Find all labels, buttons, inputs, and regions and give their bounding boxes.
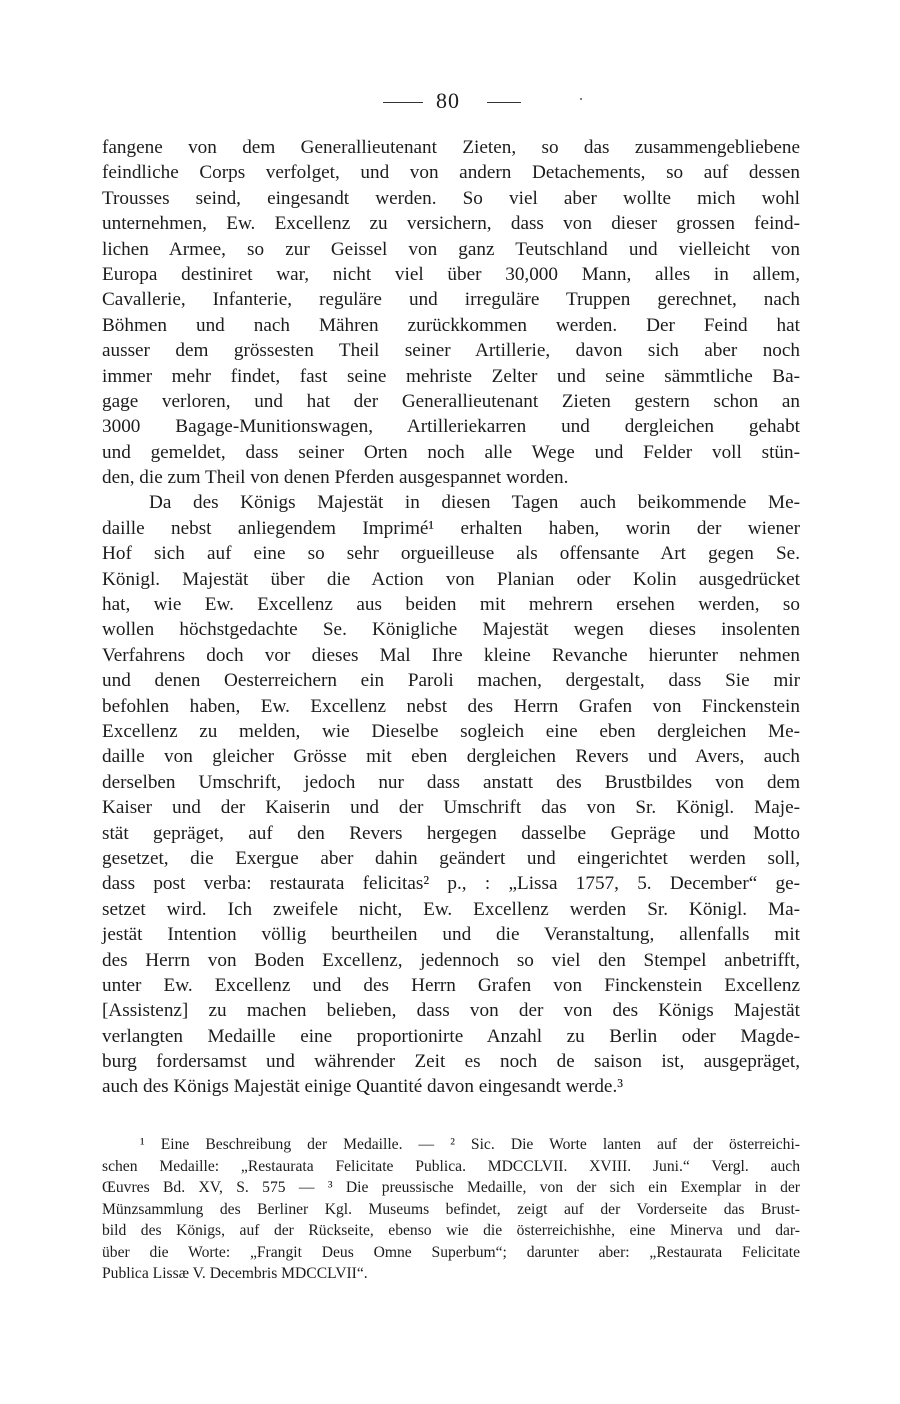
body-line: immer mehr findet, fast seine mehriste Zelter und seine sämmtliche Ba- [102, 365, 800, 387]
body-line: 3000 Bagage-Munitionswagen, Artilleriekarren und dergleichen gehabt [102, 416, 800, 438]
body-line: fangene von dem Generallieutenant Zieten, so das zusammengebliebene [102, 137, 800, 158]
body-line: gesetzet, die Exergue aber dahin geändert und eingerichtet werden soll, [102, 847, 800, 869]
body-line: daille nebst anliegendem Imprimé¹ erhalten haben, worin der wiener [102, 517, 800, 539]
body-line: derselben Umschrift, jedoch nur dass anstatt des Brustbildes von dem [102, 771, 800, 793]
page-header [0, 86, 900, 116]
body-line: den, die zum Theil von denen Pferden ausgespannet worden. [102, 467, 569, 489]
body-line: hat, wie Ew. Excellenz aus beiden mit mehrern ersehen werden, so [102, 594, 800, 616]
body-line: verlangten Medaille eine proportionirte Anzahl zu Berlin oder Magde- [102, 1025, 800, 1047]
footnote-line: bild des Königs, auf der Rückseite, ebenso wie die österreichishhe, eine Minerva und dar- [102, 1222, 800, 1239]
body-line: [Assistenz] zu machen belieben, dass von der von des Königs Majestät [102, 1000, 800, 1022]
footnote-line: Œuvres Bd. XV, S. 575 — ³ Die preussische Medaille, von der sich ein Exemplar in der [102, 1179, 800, 1196]
body-line: ausser dem grössesten Theil seiner Artillerie, davon sich aber noch [102, 340, 800, 362]
body-line: jestät Intention völlig beurtheilen und die Veranstaltung, allenfalls mit [102, 924, 800, 946]
body-line: unternehmen, Ew. Excellenz zu versichern, dass von dieser grossen feind- [102, 213, 800, 235]
footnotes [102, 1134, 800, 1285]
body-line: lichen Armee, so zur Geissel von ganz Teutschland und vielleicht von [102, 238, 800, 260]
footnote-line: über die Worte: „Frangit Deus Omne Superbum“; darunter aber: „Restaurata Felicitate [102, 1243, 800, 1261]
body-line: feindliche Corps verfolget, und von andern Detachements, so auf dessen [102, 162, 800, 184]
body-line: wollen höchstgedachte Se. Königliche Majestät wegen dieses insolenten [102, 619, 800, 641]
body-line: Böhmen und nach Mähren zurückkommen werden. Der Feind hat [102, 314, 800, 336]
body-line: unter Ew. Excellenz und des Herrn Grafen von Finckenstein Excellenz [102, 974, 800, 996]
paragraph-start-line: Da des Königs Majestät in diesen Tagen auch beikommende Me- [149, 492, 800, 514]
footnote-line: Publica Lissæ V. Decembris MDCCLVII“. [102, 1265, 368, 1282]
page-number: 80 [436, 88, 460, 113]
body-line: auch des Königs Majestät einige Quantité davon eingesandt werde.³ [102, 1076, 623, 1098]
header-dot [580, 98, 582, 100]
header-rule-left [383, 102, 423, 103]
body-line: setzet wird. Ich zweifele nicht, Ew. Excellenz werden Sr. Königl. Ma- [102, 898, 800, 920]
body-line: Trousses seind, eingesandt werden. So viel aber wollte mich wohl [102, 187, 800, 209]
body-line: dass post verba: restaurata felicitas² p., : „Lissa 1757, 5. December“ ge- [102, 873, 800, 895]
footnote-line: ¹ Eine Beschreibung der Medaille. — ² Sic. Die Worte lanten auf der österreichi- [140, 1136, 800, 1153]
body-line: Hof sich auf eine so sehr orgueilleuse als offensante Art gegen Se. [102, 543, 800, 565]
body-line: daille von gleicher Grösse mit eben dergleichen Revers und Avers, auch [102, 746, 800, 768]
body-line: und denen Oesterreichern ein Paroli machen, dergestalt, dass Sie mir [102, 670, 800, 692]
body-line: Kaiser und der Kaiserin und der Umschrift das von Sr. Königl. Maje- [102, 797, 800, 819]
body-line: befohlen haben, Ew. Excellenz nebst des Herrn Grafen von Finckenstein [102, 695, 800, 717]
body-line: burg fordersamst und währender Zeit es noch de saison ist, ausgepräget, [102, 1051, 800, 1073]
body-line: Königl. Majestät über die Action von Planian oder Kolin ausgedrücket [102, 568, 800, 590]
body-line: Verfahrens doch vor dieses Mal Ihre kleine Revanche hierunter nehmen [102, 644, 800, 666]
body-line: Europa destiniret war, nicht viel über 30,000 Mann, alles in allem, [102, 263, 800, 285]
body-line: und gemeldet, dass seiner Orten noch alle Wege und Felder voll stün- [102, 441, 800, 463]
body-line: stät gepräget, auf den Revers hergegen dasselbe Gepräge und Motto [102, 822, 800, 844]
header-rule-right [487, 102, 521, 103]
body-line: des Herrn von Boden Excellenz, jedennoch so viel den Stempel anbetrifft, [102, 949, 800, 971]
main-text [102, 135, 800, 1100]
body-line: Cavallerie, Infanterie, reguläre und irreguläre Truppen gerechnet, nach [102, 289, 800, 311]
body-line: gage verloren, und hat der Generallieutenant Zieten gestern schon an [102, 390, 800, 412]
footnote-line: Münzsammlung des Berliner Kgl. Museums befindet, zeigt auf der Vorderseite das Brust- [102, 1200, 800, 1218]
footnote-line: schen Medaille: „Restaurata Felicitate Publica. MDCCLVII. XVIII. Juni.“ Vergl. auch [102, 1157, 800, 1175]
body-line: Excellenz zu melden, wie Dieselbe sogleich eine eben dergleichen Me- [102, 720, 800, 742]
